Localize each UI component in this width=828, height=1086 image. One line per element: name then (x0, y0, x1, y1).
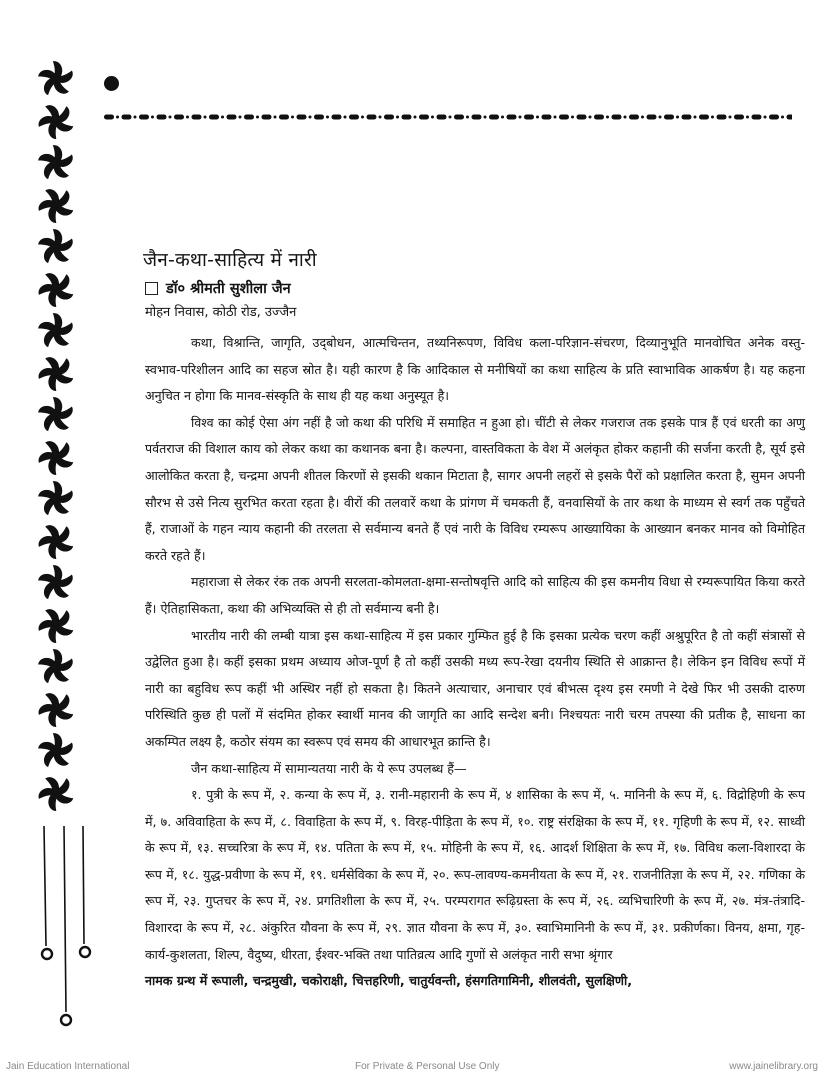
paisley-rosette-icon (34, 730, 78, 772)
article-title: जैन-कथा-साहित्य में नारी (143, 249, 317, 271)
paisley-rosette-icon (34, 268, 78, 310)
paisley-rosette-icon (34, 310, 78, 352)
forms-list: १. पुत्री के रूप में, २. कन्या के रूप में, ३. रानी-महारानी के रूप में, ४ शासिका के रूप में, ५. मानिनी के रूप में, ६. विद्रोहिणी के रूप में, ७. अविवाहिता के रूप में, ८. विवाहिता के रूप में, ९. विरह-पीड़िता के रूप में, १०. राष्ट्र संरक्षिका के रूप में, ११. गृहिणी के रूप में, १२. साध्वी के रूप में, १३. सच्चरित्रा के रूप में, १४. पतिता के रूप में, १५. मोहिनी के रूप में, १६. आदर्श शिक्षिता के रूप में, १७. विविध कला-विशारदा के रूप में, १८. युद्ध-प्रवीणा के रूप में, १९. धर्मसेविका के रूप में, २०. रूप-लावण्य-कमनीयता के रूप में, २१. राजनीतिज्ञा के रूप में, २२. गणिका के रूप में, २३. गुप्तचर के रूप में, २४. प्रगतिशीला के रूप में, २५. परम्परागत रूढ़िग्रस्ता के रूप में, २६. व्यभिचारिणी के रूप में, २७. मंत्र-तंत्रादि-विशारदा के रूप में, २८. अंकुरित यौवना के रूप में, २९. ज्ञात यौवना के रूप में, ३०. स्वाभिमानिनी के रूप में, ३१. प्रकीर्णका। विनय, क्षमा, गृह-कार्य-कुशलता, शिल्प, वैदुष्य, धीरता, ईश्वर-भक्ति तथा पातिव्रत्य आदि गुणों से अलंकृत नारी सभा श्रृंगार (145, 787, 805, 962)
paisley-rosette-icon (34, 646, 78, 688)
article-body (145, 330, 805, 995)
paisley-rosette-icon (34, 772, 78, 814)
paisley-rosette-icon (34, 394, 78, 436)
dash-dot-rule (104, 113, 792, 121)
paragraph-2: विश्व का कोई ऐसा अंग नहीं है जो कथा की परिधि में समाहित न हुआ हो। चींटी से लेकर गजराज तक इसके पात्र हैं एवं धरती का अणु पर्वतराज की विशाल काय को लेकर कथा का कथानक बना है। कल्पना, वास्तविकता के वेश में अलंकृत होकर कहानी की सर्जना करती है, सूर्य इसे आलोकित करता है, चन्द्रमा अपनी शीतल किरणों से इसकी थकान मिटाता है, सागर अपनी लहरों से इसके पैरों को प्रक्षालित करता है, सुमन अपनी सौरभ से उसे नित्य सुरभित करता रहता है। वीरों की तलवारें कथा के प्रांगण में चमकती हैं, वनवासियों के तार कथा के माध्यम से स्वर्ग तक पहुँचते हैं, राजाओं के गहन न्याय कहानी की तरलता से सर्वमान्य बनते हैं एवं नारी के विविध रम्यरूप आख्यायिका के आख्यान बनकर मानव को विमोहित करते रहते हैं। (145, 414, 805, 563)
paragraph-4: भारतीय नारी की लम्बी यात्रा इस कथा-साहित्य में इस प्रकार गुम्फित हुई है कि इसका प्रत्येक चरण कहीं अश्रुपूरित है तो कहीं संत्रासों से उद्वेलित हुआ है। कहीं इसका प्रथम अध्याय ओज-पूर्ण है तो कहीं उसकी मध्य रूप-रेखा दयनीय स्थिति से आक्रान्त है। लेकिन इन विविध रूपों में नारी का बहुविध रूप कहीं भी अस्थिर नहीं हो सकता है। कितने अत्याचार, अनाचार एवं बीभत्स दृश्य इस रमणी ने देखे फिर भी उसकी दारुण परिस्थिति कुछ ही पलों में संदमित होकर स्वार्थी मानव की जागृति का आदि सन्देश बनी। निश्चयतः नारी चरम तपस्या की प्रतीक है, साधना का अकम्पित लक्ष्य है, कठोर संयम का स्वरूप एवं समय की आधारभूत क्रान्ति है। (145, 627, 805, 749)
paisley-rosette-icon (34, 184, 78, 226)
paisley-rosette-icon (34, 520, 78, 562)
hanging-tassels-icon (30, 826, 100, 1036)
footer-usage-note: For Private & Personal Use Only (355, 1061, 500, 1072)
paisley-rosette-icon (34, 142, 78, 184)
footer-website-link[interactable]: www.jainelibrary.org (729, 1061, 818, 1072)
paragraph-last-line: नामक ग्रन्थ में रूपाली, चन्द्रमुखी, चकोराक्षी, चित्तहरिणी, चातुर्यवन्ती, हंसगतिगामिनी, शीलवंती, सुलक्षिणी, (145, 973, 633, 989)
author-address: मोहन निवास, कोठी रोड, उज्जैन (145, 305, 297, 320)
paisley-rosette-icon (34, 436, 78, 478)
footer-publisher: Jain Education International (6, 1061, 130, 1072)
paisley-rosette-icon (34, 604, 78, 646)
checkbox-square-icon (145, 282, 158, 295)
bullet-dot-icon (104, 76, 119, 91)
paisley-rosette-icon (34, 58, 78, 100)
paragraph-1: कथा, विश्रान्ति, जागृति, उद्‌बोधन, आत्मचिन्तन, तथ्यनिरूपण, विविध कला-परिज्ञान-संचरण, दिव्यानुभूति मानवोचित अनेक वस्तु-स्वभाव-परिशीलन आदि का सहज स्रोत है। यही कारण है कि आदिकाल से मनीषियों का कथा साहित्य के प्रति स्वाभाविक आकर्षण है। यह कहना अनुचित न होगा कि मानव-संस्कृति के साथ ही यह कथा अनुस्यूत है। (145, 335, 805, 404)
paisley-rosette-icon (34, 100, 78, 142)
author-name: डॉ० श्रीमती सुशीला जैन (166, 281, 291, 297)
decorative-border (34, 58, 78, 814)
paisley-rosette-icon (34, 688, 78, 730)
paisley-rosette-icon (34, 478, 78, 520)
paisley-rosette-icon (34, 226, 78, 268)
paisley-rosette-icon (34, 352, 78, 394)
paragraph-3: महाराजा से लेकर रंक तक अपनी सरलता-कोमलता-क्षमा-सन्तोषवृत्ति आदि को साहित्य की इस कमनीय विधा से रम्यरूपायित किया करते हैं। ऐतिहासिकता, कथा की अभिव्यक्ति से ही तो सर्वमान्य बनी है। (145, 574, 805, 616)
paisley-rosette-icon (34, 562, 78, 604)
author-line (145, 278, 291, 298)
paragraph-5: जैन कथा-साहित्य में सामान्यतया नारी के ये रूप उपलब्ध हैं— (191, 760, 467, 776)
